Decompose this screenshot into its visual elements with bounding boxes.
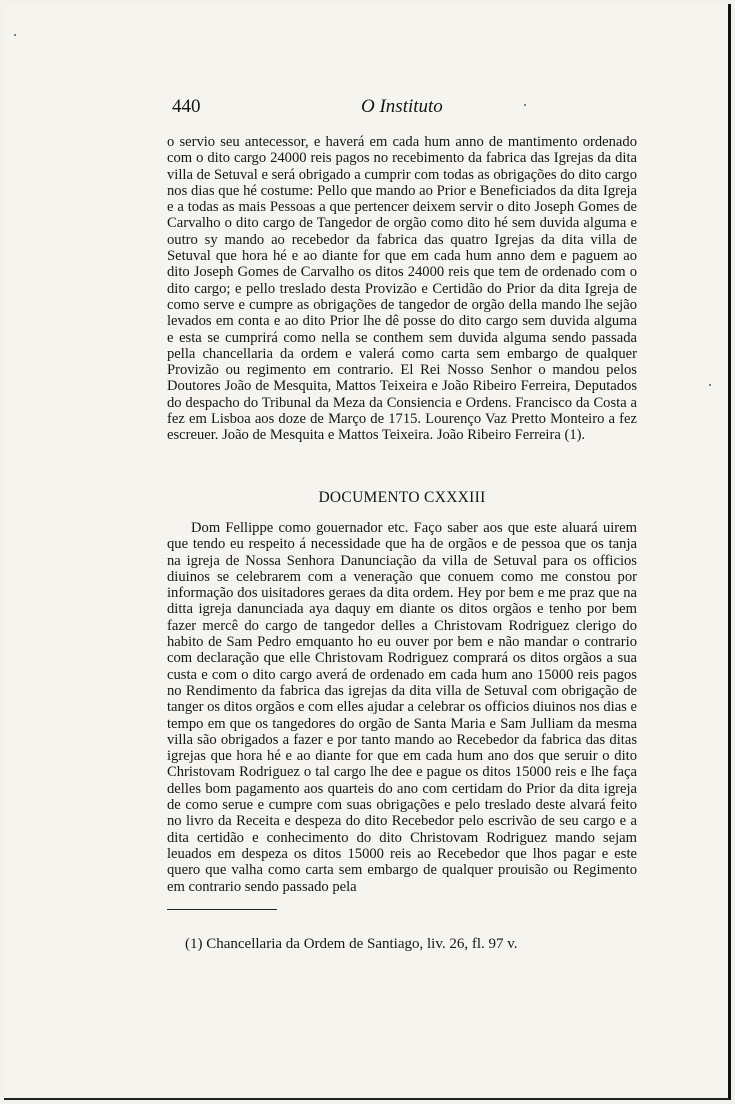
page-number: 440: [172, 96, 201, 117]
scan-speck: [524, 104, 526, 106]
book-page: [4, 4, 731, 1100]
scan-speck: [709, 384, 711, 386]
scan-speck: [14, 34, 16, 36]
footnote-rule: [167, 909, 277, 910]
document-heading: DOCUMENTO CXXXIII: [318, 489, 486, 506]
paragraph-document: Dom Fellippe como gouernador etc. Faço saber aos que este aluará uirem que tendo eu respeito á necessidade que ha de orgãos e de pessoa que os tanja na igreja de Nossa Senhora Danunciação da villa de Setuval para os officios diuinos se celebrarem com a veneração que conuem como me constou por informação dos uisitadores geraes da dita ordem. Hey por bem e me praz que na ditta igreja danunciada aya daquy em diante os ditos orgãos e tenho por bem fazer mercê do cargo de tangedor delles a Christovam Rodriguez clerigo do habito de Sam Pedro emquanto ho eu ouver por bem e não mandar o contrario com declaração que elle Christovam Rodriguez comprará os ditos orgãos a sua custa e com o dito cargo averá de ordenado em cada hum ano 15000 reis pagos no Rendimento da fabrica das igrejas da dita villa de Setuval com obrigação de tanger os ditos orgãos e com elles ajudar a celebrar os officios diuinos nos dias e tempo em que os tangedores do orgão de Santa Maria e Sam Julliam da mesma villa são obrigados a fazer e por tanto mando ao Recebedor da fabrica das ditas igrejas que hora hé e ao diante for que em cada hum ano dos que seruir o dito Christovam Rodriguez o tal cargo lhe dee e pague os ditos 15000 reis e lhe faça delles bom pagamento aos quarteis do ano com certidam do Prior da dita igreja de como serue e cumpre com suas obrigações e pelo treslado deste alvará feito no livro da Receita e despeza do dito Recebedor pelo escrivão de seu cargo e a dita certidão e conhecimento do dito Christovam Rodriguez mando sejam leuados em despeza os ditos 15000 reis ao Recebedor que lhos pagar e este quero que valha como carta sem embargo de qualquer prouisão ou Regimento em contrario sendo passado pela: [167, 520, 637, 895]
running-title: O Instituto: [361, 96, 443, 117]
paragraph-continuation: o servio seu antecessor, e haverá em cada hum anno de mantimento ordenado com o dito cargo 24000 reis pagos no recebimento da fabrica das Igrejas da dita villa de Setuval e será obrigado a cumprir com todas as obrigações do dito cargo nos dias que hé costume: Pello que mando ao Prior e Beneficiados da dita Igreja e a todas as mais Pessoas a que pertencer deixem servir o dito Joseph Gomes de Carvalho o dito cargo de Tangedor de orgão como dito hé sem duvida alguma e outro sy mando ao recebedor da fabrica das quatro Igrejas da dita villa de Setuval que hora hé e ao diante for que em cada hum anno dem e paguem ao dito Joseph Gomes de Carvalho os ditos 24000 reis que tem de ordenado com o dito cargo; e pello treslado desta Provizão e Certidão do Prior da dita Igreja de como serve e cumpre as obrigações de tangedor de orgão della mando lhe sejão levados em conta e ao dito Prior lhe dê posse do dito cargo sem duvida alguma e esta se cumprirá como nella se conthem sem duvida alguma sendo passada pella chancellaria da ordem e valerá como carta sem embargo de qualquer Provizão ou regimento em contrario. El Rei Nosso Senhor o mandou pelos Doutores João de Mesquita, Mattos Teixeira e João Ribeiro Ferreira, Deputados do despacho do Tribunal da Meza da Consiencia e Ordens. Francisco da Costa a fez em Lisboa aos doze de Março de 1715. Lourenço Vaz Pretto Monteiro a fez escreuer. João de Mesquita e Mattos Teixeira. João Ribeiro Ferreira (1).: [167, 134, 637, 444]
footnote: (1) Chancellaria da Ordem de Santiago, liv. 26, fl. 97 v.: [185, 936, 518, 952]
